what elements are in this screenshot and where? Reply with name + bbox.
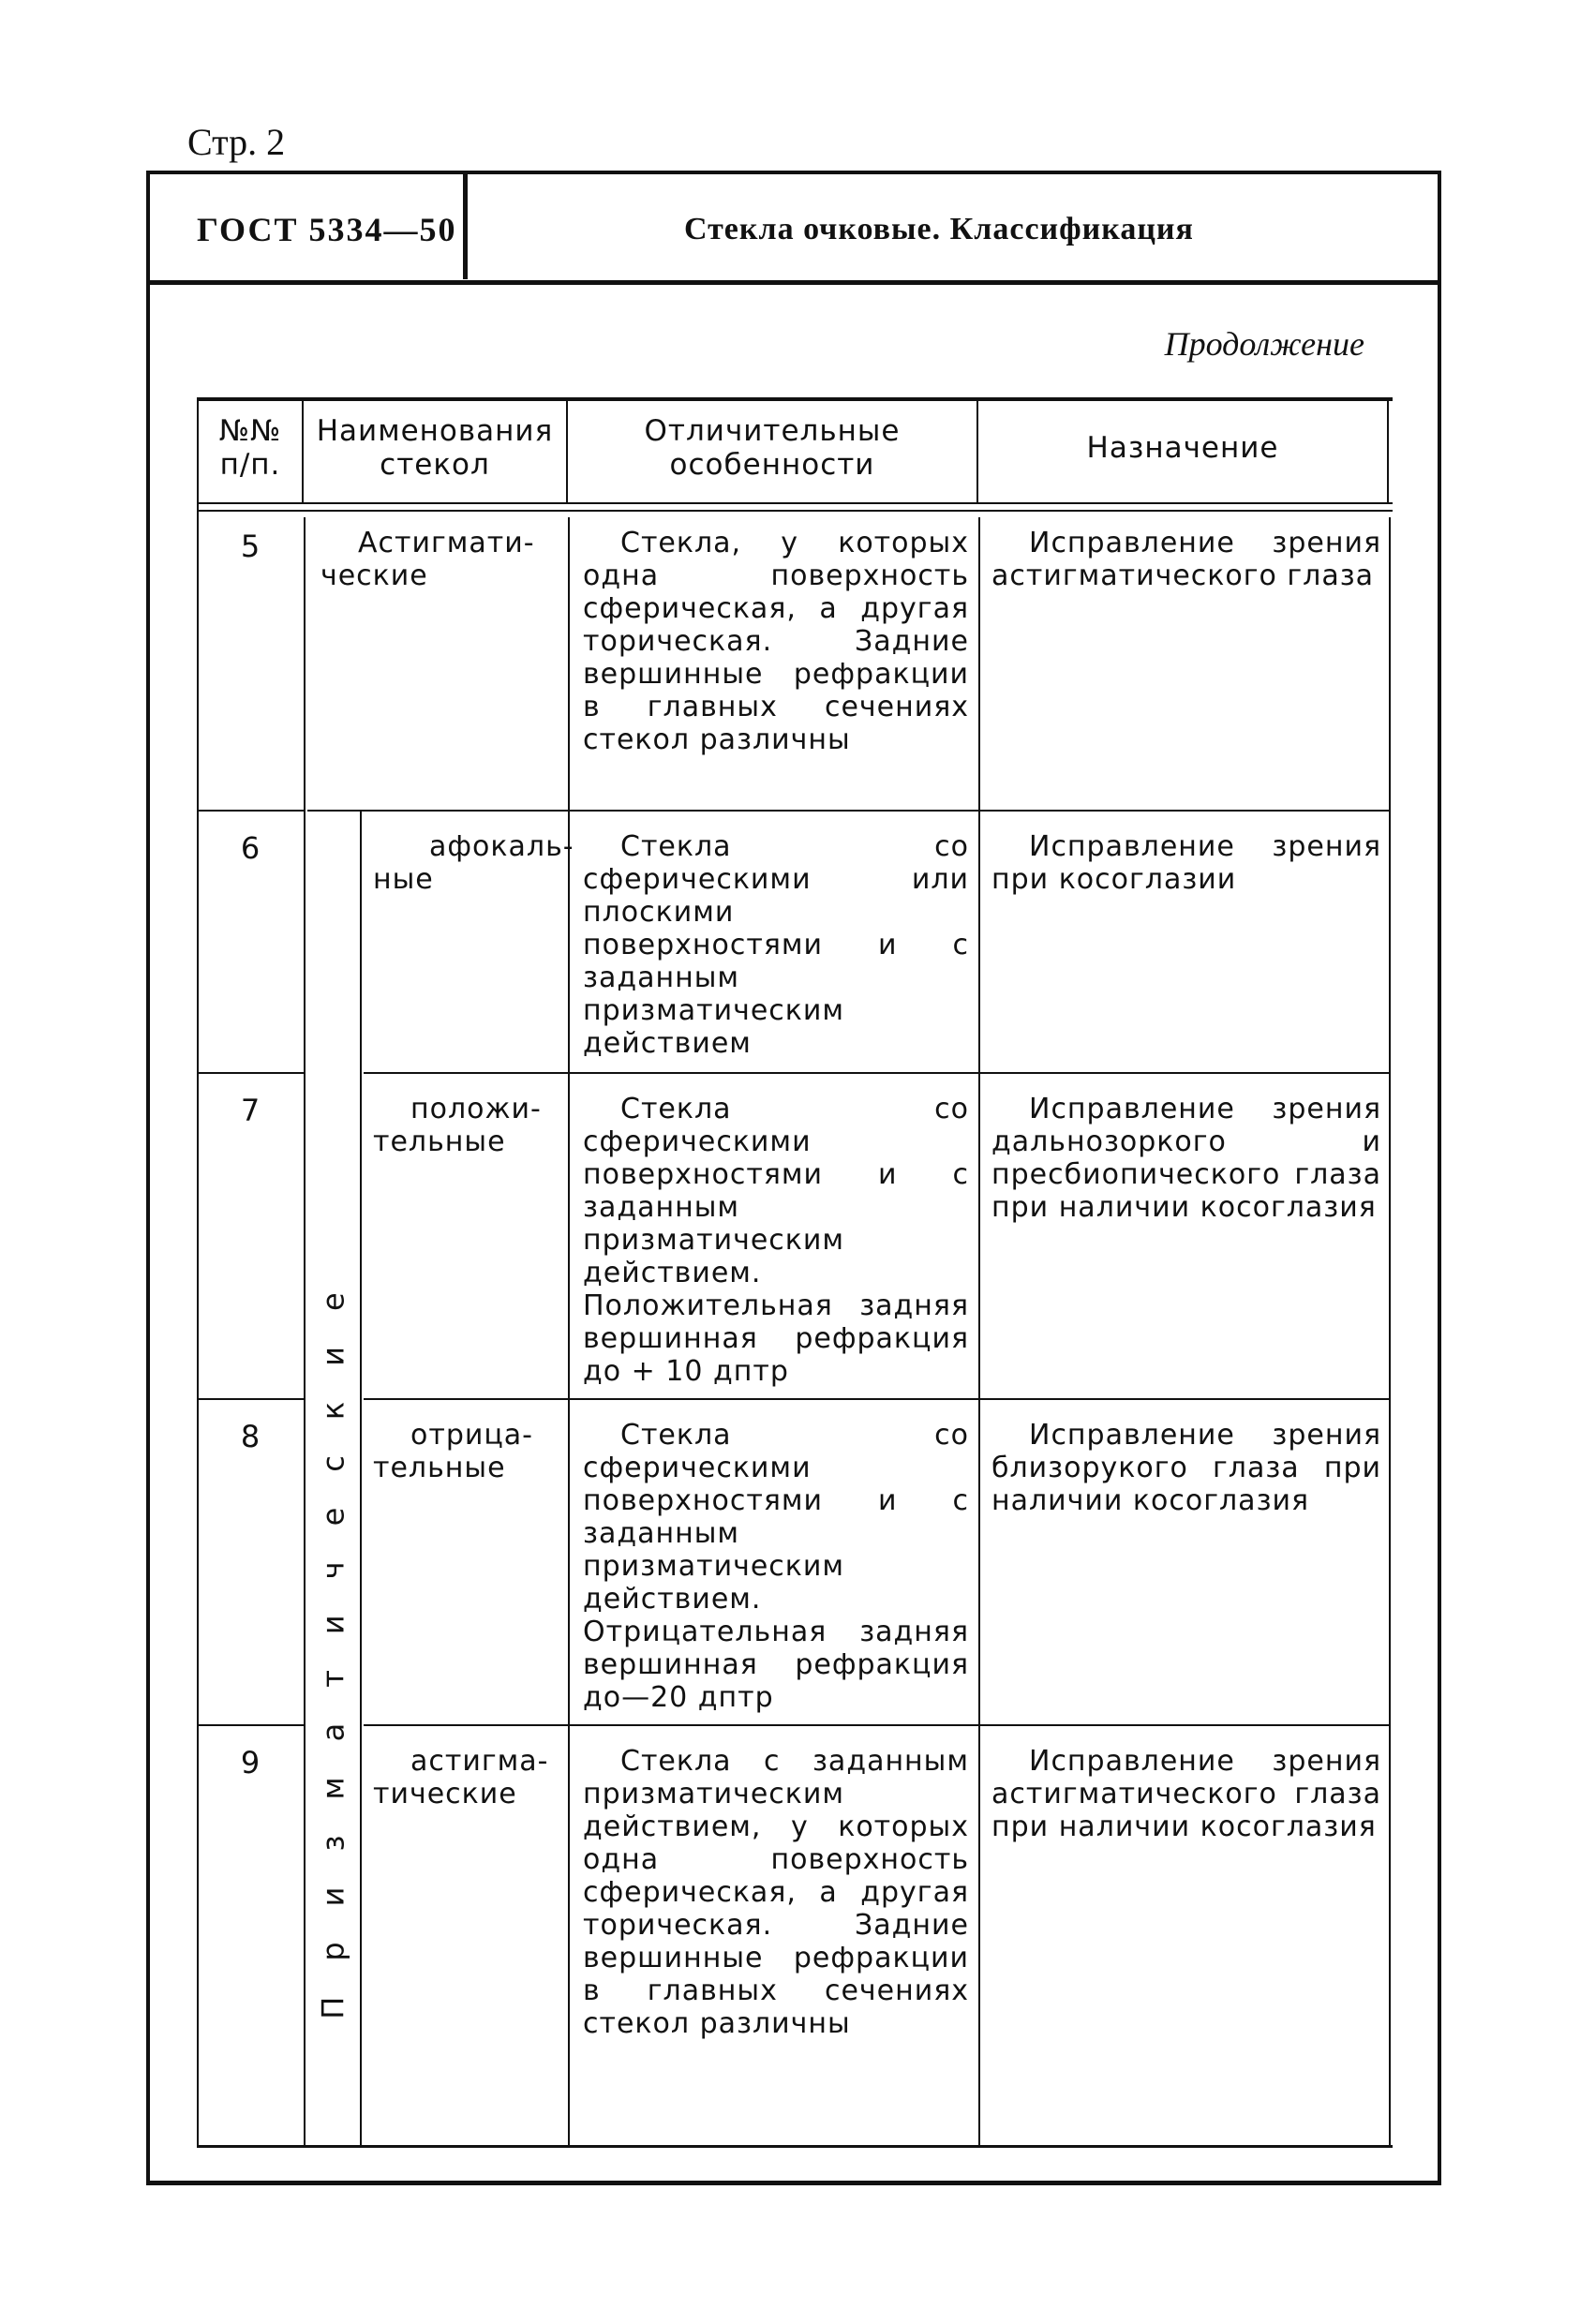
lens-features: Стекла с заданным призматическим действием, у которых одна поверхность сферическая, а другая торическая. Задние вершинные рефракции в главных сечениях стекол различны: [583, 1745, 969, 2040]
classification-table: [197, 397, 1393, 2148]
document-frame: [146, 171, 1441, 2185]
column-divider: [1387, 401, 1389, 502]
column-divider: [978, 517, 980, 2148]
column-header-purpose: Назначение: [1086, 431, 1279, 465]
column-divider: [976, 401, 978, 502]
column-divider: [1389, 517, 1391, 2148]
lens-features: Стекла со сферическими поверхностями и с заданным призматическим действием. Положительная задняя вершинная рефракция до + 10 дптр: [583, 1093, 969, 1388]
standard-code: ГОСТ 5334—50: [197, 211, 457, 248]
row-divider: [307, 810, 1389, 812]
lens-features: Стекла со сферическими поверхностями и с заданным призматическим действием. Отрицательная задняя вершинная рефракция до—20 дптр: [583, 1419, 969, 1714]
lens-purpose: Исправление зрения дальнозоркого и пресбиопического глаза при наличии косоглазия: [991, 1093, 1381, 1224]
lens-name: афокаль-ные: [373, 830, 574, 896]
column-header-name: Наименования стекол: [316, 414, 554, 482]
row-divider: [199, 810, 304, 812]
column-header-features: Отличительные особенности: [644, 414, 901, 482]
page-number: Стр. 2: [187, 121, 286, 163]
lens-features: Стекла, у которых одна поверхность сферическая, а другая торическая. Задние вершинные рефракции в главных сечениях стекол различны: [583, 527, 969, 756]
group-divider: [360, 812, 362, 2148]
standard-title: Стекла очковые. Классификация: [684, 212, 1194, 246]
lens-name: Астигмати-ческие: [320, 527, 535, 592]
row-number: 5: [240, 529, 261, 564]
lens-name: положи-тельные: [373, 1093, 542, 1158]
lens-purpose: Исправление зрения астигматического глаза при наличии косоглазия: [991, 1745, 1381, 1843]
row-divider: [364, 1724, 1389, 1726]
row-divider: [364, 1072, 1389, 1074]
column-divider: [568, 517, 570, 2148]
lens-purpose: Исправление зрения близорукого глаза при наличии косоглазия: [991, 1419, 1381, 1517]
row-number: 8: [240, 1419, 261, 1454]
standard-header: [150, 174, 1438, 285]
lens-purpose: Исправление зрения астигматического глаза: [991, 527, 1381, 592]
row-divider: [364, 1398, 1389, 1400]
column-divider: [566, 401, 568, 502]
lens-features: Стекла со сферическими или плоскими поверхностями и с заданным призматическим действием: [583, 830, 969, 1060]
lens-purpose: Исправление зрения при косоглазии: [991, 830, 1381, 896]
row-divider: [199, 1072, 304, 1074]
column-divider: [304, 517, 306, 2148]
row-number: 9: [240, 1745, 261, 1780]
header-rule: [199, 510, 1393, 512]
column-divider: [302, 401, 304, 502]
column-header-number: №№ п/п.: [218, 414, 282, 482]
header-divider: [463, 174, 468, 279]
row-divider: [199, 1398, 304, 1400]
row-number: 6: [240, 830, 261, 866]
group-label: [307, 1076, 360, 2200]
continued-label: Продолжение: [1164, 325, 1364, 363]
row-number: 7: [240, 1093, 261, 1128]
lens-name: отрица-тельные: [373, 1419, 533, 1484]
lens-name: астигма-тические: [373, 1745, 549, 1810]
group-label-text: Призматические: [316, 1257, 351, 2019]
header-rule: [199, 502, 1393, 504]
row-divider: [199, 1724, 304, 1726]
